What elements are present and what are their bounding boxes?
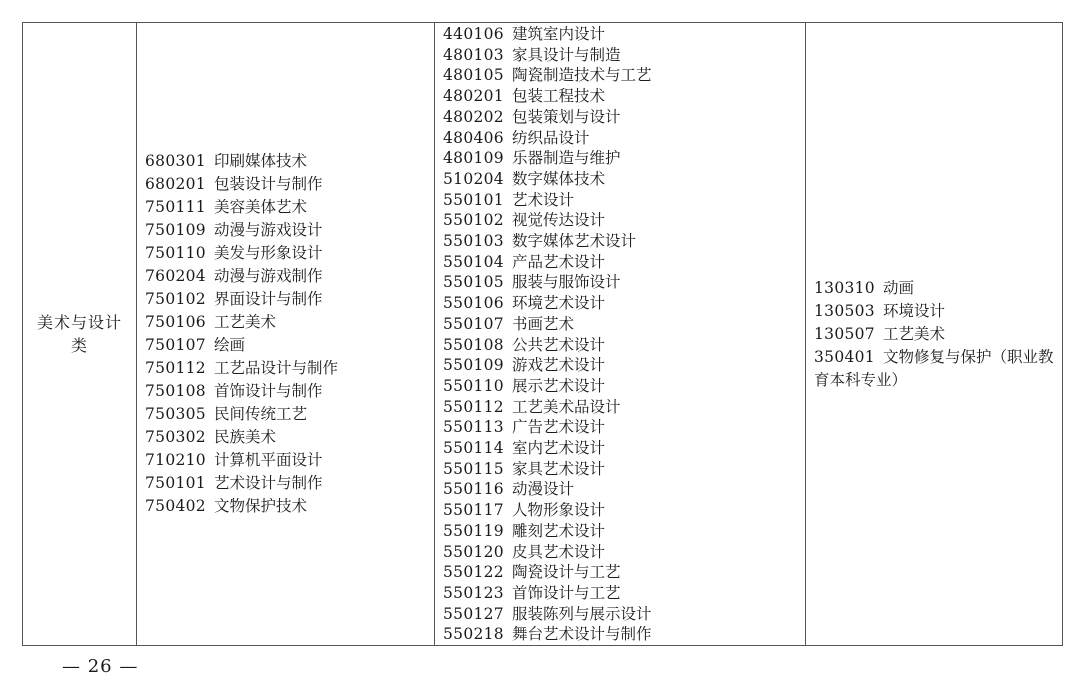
major-name: 民族美术 bbox=[213, 428, 276, 447]
major-code: 550104 bbox=[443, 252, 504, 271]
major-code: 550112 bbox=[443, 397, 504, 416]
list-item bbox=[145, 196, 434, 219]
major-code: 510204 bbox=[443, 169, 504, 188]
major-code: 480105 bbox=[443, 66, 504, 85]
higher-majors-cell bbox=[435, 23, 806, 646]
major-code: 760204 bbox=[145, 267, 206, 286]
major-code: 750402 bbox=[145, 497, 206, 516]
major-name: 广告艺术设计 bbox=[511, 418, 605, 437]
list-item bbox=[814, 277, 1062, 300]
major-code: 550110 bbox=[443, 376, 504, 395]
major-name: 数字媒体技术 bbox=[511, 169, 605, 188]
major-code: 550117 bbox=[443, 501, 504, 520]
list-item bbox=[145, 173, 434, 196]
list-item bbox=[443, 272, 805, 293]
secondary-majors-cell bbox=[137, 23, 435, 646]
major-name: 陶瓷设计与工艺 bbox=[511, 563, 621, 582]
major-name: 工艺品设计与制作 bbox=[213, 359, 338, 378]
list-item bbox=[443, 252, 805, 273]
list-item bbox=[443, 479, 805, 500]
list-item bbox=[145, 426, 434, 449]
major-code: 750110 bbox=[145, 244, 206, 263]
major-name: 动画 bbox=[882, 278, 914, 297]
list-item bbox=[145, 449, 434, 472]
major-name: 动漫与游戏设计 bbox=[213, 221, 323, 240]
higher-majors-list bbox=[435, 24, 805, 645]
major-name: 艺术设计 bbox=[511, 190, 574, 209]
list-item bbox=[443, 231, 805, 252]
major-code: 550119 bbox=[443, 521, 504, 540]
list-item bbox=[443, 521, 805, 542]
major-name: 乐器制造与维护 bbox=[511, 149, 621, 168]
major-name: 包装策划与设计 bbox=[511, 107, 621, 126]
major-name: 工艺美术 bbox=[882, 324, 945, 343]
major-name: 包装设计与制作 bbox=[213, 175, 323, 194]
list-item bbox=[443, 293, 805, 314]
major-code: 550116 bbox=[443, 480, 504, 499]
list-item bbox=[145, 403, 434, 426]
list-item bbox=[145, 472, 434, 495]
list-item bbox=[145, 242, 434, 265]
list-item bbox=[443, 542, 805, 563]
major-code: 750302 bbox=[145, 428, 206, 447]
major-code: 710210 bbox=[145, 451, 206, 470]
major-name: 文物修复与保护（职业教育本科专业） bbox=[814, 347, 1054, 389]
major-name: 数字媒体艺术设计 bbox=[511, 232, 636, 251]
major-name: 美容美体艺术 bbox=[213, 198, 307, 217]
list-item bbox=[443, 107, 805, 128]
list-item bbox=[443, 438, 805, 459]
major-name: 民间传统工艺 bbox=[213, 405, 307, 424]
major-name: 美发与形象设计 bbox=[213, 244, 323, 263]
list-item bbox=[814, 300, 1062, 323]
major-name: 游戏艺术设计 bbox=[511, 356, 605, 375]
major-code: 750112 bbox=[145, 359, 206, 378]
list-item bbox=[443, 24, 805, 45]
major-code: 480406 bbox=[443, 128, 504, 147]
major-name: 动漫与游戏制作 bbox=[213, 267, 323, 286]
major-name: 建筑室内设计 bbox=[511, 25, 605, 43]
major-name: 工艺美术品设计 bbox=[511, 397, 621, 416]
major-code: 750101 bbox=[145, 474, 206, 493]
list-item bbox=[443, 604, 805, 625]
major-code: 550114 bbox=[443, 439, 504, 458]
major-name: 首饰设计与制作 bbox=[213, 382, 323, 401]
major-name: 视觉传达设计 bbox=[511, 211, 605, 230]
major-name: 服装与服饰设计 bbox=[511, 273, 621, 292]
major-name: 展示艺术设计 bbox=[511, 376, 605, 395]
major-code: 550122 bbox=[443, 563, 504, 582]
list-item bbox=[443, 65, 805, 86]
list-item bbox=[145, 311, 434, 334]
major-code: 550113 bbox=[443, 418, 504, 437]
list-item bbox=[443, 583, 805, 604]
major-code: 550101 bbox=[443, 190, 504, 209]
major-code: 750107 bbox=[145, 336, 206, 355]
major-code: 130310 bbox=[814, 278, 875, 297]
table-row bbox=[23, 23, 1063, 646]
major-name: 环境设计 bbox=[882, 301, 945, 320]
list-item bbox=[443, 86, 805, 107]
category-cell bbox=[23, 23, 137, 646]
list-item bbox=[145, 288, 434, 311]
list-item bbox=[443, 314, 805, 335]
list-item bbox=[145, 495, 434, 518]
major-name: 纺织品设计 bbox=[511, 128, 590, 147]
major-code: 350401 bbox=[814, 347, 875, 366]
major-name: 公共艺术设计 bbox=[511, 335, 605, 354]
list-item bbox=[145, 357, 434, 380]
major-code: 440106 bbox=[443, 25, 504, 43]
list-item bbox=[145, 334, 434, 357]
major-code: 750106 bbox=[145, 313, 206, 332]
major-code: 550120 bbox=[443, 542, 504, 561]
major-code: 550107 bbox=[443, 314, 504, 333]
major-code: 550218 bbox=[443, 625, 504, 644]
list-item bbox=[443, 148, 805, 169]
major-name: 书画艺术 bbox=[511, 314, 574, 333]
major-code: 480201 bbox=[443, 87, 504, 106]
major-code: 750102 bbox=[145, 290, 206, 309]
list-item bbox=[145, 150, 434, 173]
majors-table bbox=[22, 22, 1063, 646]
major-name: 环境艺术设计 bbox=[511, 294, 605, 313]
major-code: 750109 bbox=[145, 221, 206, 240]
major-code: 680201 bbox=[145, 175, 206, 194]
major-name: 计算机平面设计 bbox=[213, 451, 323, 470]
list-item bbox=[443, 397, 805, 418]
major-name: 首饰设计与工艺 bbox=[511, 583, 621, 602]
page-number: — 26 — bbox=[62, 656, 139, 677]
major-name: 产品艺术设计 bbox=[511, 252, 605, 271]
major-code: 130507 bbox=[814, 324, 875, 343]
list-item bbox=[443, 562, 805, 583]
list-item bbox=[145, 265, 434, 288]
major-code: 550106 bbox=[443, 294, 504, 313]
major-code: 550102 bbox=[443, 211, 504, 230]
list-item bbox=[443, 376, 805, 397]
list-item bbox=[443, 210, 805, 231]
list-item bbox=[443, 169, 805, 190]
secondary-majors-list bbox=[137, 150, 434, 518]
major-name: 家具设计与制造 bbox=[511, 45, 621, 64]
major-name: 服装陈列与展示设计 bbox=[511, 604, 652, 623]
list-item bbox=[443, 190, 805, 211]
major-name: 文物保护技术 bbox=[213, 497, 307, 516]
list-item bbox=[145, 380, 434, 403]
major-name: 动漫设计 bbox=[511, 480, 574, 499]
major-code: 550103 bbox=[443, 232, 504, 251]
list-item bbox=[443, 355, 805, 376]
major-code: 750111 bbox=[145, 198, 206, 217]
major-code: 550127 bbox=[443, 604, 504, 623]
major-code: 680301 bbox=[145, 152, 206, 171]
major-code: 550105 bbox=[443, 273, 504, 292]
major-name: 皮具艺术设计 bbox=[511, 542, 605, 561]
major-code: 480109 bbox=[443, 149, 504, 168]
major-code: 750108 bbox=[145, 382, 206, 401]
list-item bbox=[814, 346, 1062, 392]
major-name: 界面设计与制作 bbox=[213, 290, 323, 309]
undergrad-majors-cell bbox=[806, 23, 1063, 646]
major-name: 人物形象设计 bbox=[511, 501, 605, 520]
list-item bbox=[443, 624, 805, 645]
major-code: 480202 bbox=[443, 107, 504, 126]
major-name: 家具艺术设计 bbox=[511, 459, 605, 478]
major-name: 室内艺术设计 bbox=[511, 439, 605, 458]
major-code: 130503 bbox=[814, 301, 875, 320]
list-item bbox=[814, 323, 1062, 346]
major-code: 750305 bbox=[145, 405, 206, 424]
major-name: 陶瓷制造技术与工艺 bbox=[511, 66, 652, 85]
list-item bbox=[443, 500, 805, 521]
major-code: 480103 bbox=[443, 45, 504, 64]
major-name: 绘画 bbox=[213, 336, 245, 355]
list-item bbox=[443, 335, 805, 356]
list-item bbox=[443, 417, 805, 438]
undergrad-majors-list bbox=[806, 277, 1062, 392]
major-name: 工艺美术 bbox=[213, 313, 276, 332]
major-name: 舞台艺术设计与制作 bbox=[511, 625, 652, 644]
list-item bbox=[443, 45, 805, 66]
list-item bbox=[145, 219, 434, 242]
major-code: 550115 bbox=[443, 459, 504, 478]
major-name: 印刷媒体技术 bbox=[213, 152, 307, 171]
major-name: 包装工程技术 bbox=[511, 87, 605, 106]
major-code: 550109 bbox=[443, 356, 504, 375]
major-code: 550123 bbox=[443, 583, 504, 602]
major-name: 艺术设计与制作 bbox=[213, 474, 323, 493]
major-code: 550108 bbox=[443, 335, 504, 354]
major-name: 雕刻艺术设计 bbox=[511, 521, 605, 540]
list-item bbox=[443, 459, 805, 480]
list-item bbox=[443, 128, 805, 149]
category-label: 美术与设计类 bbox=[36, 313, 122, 356]
